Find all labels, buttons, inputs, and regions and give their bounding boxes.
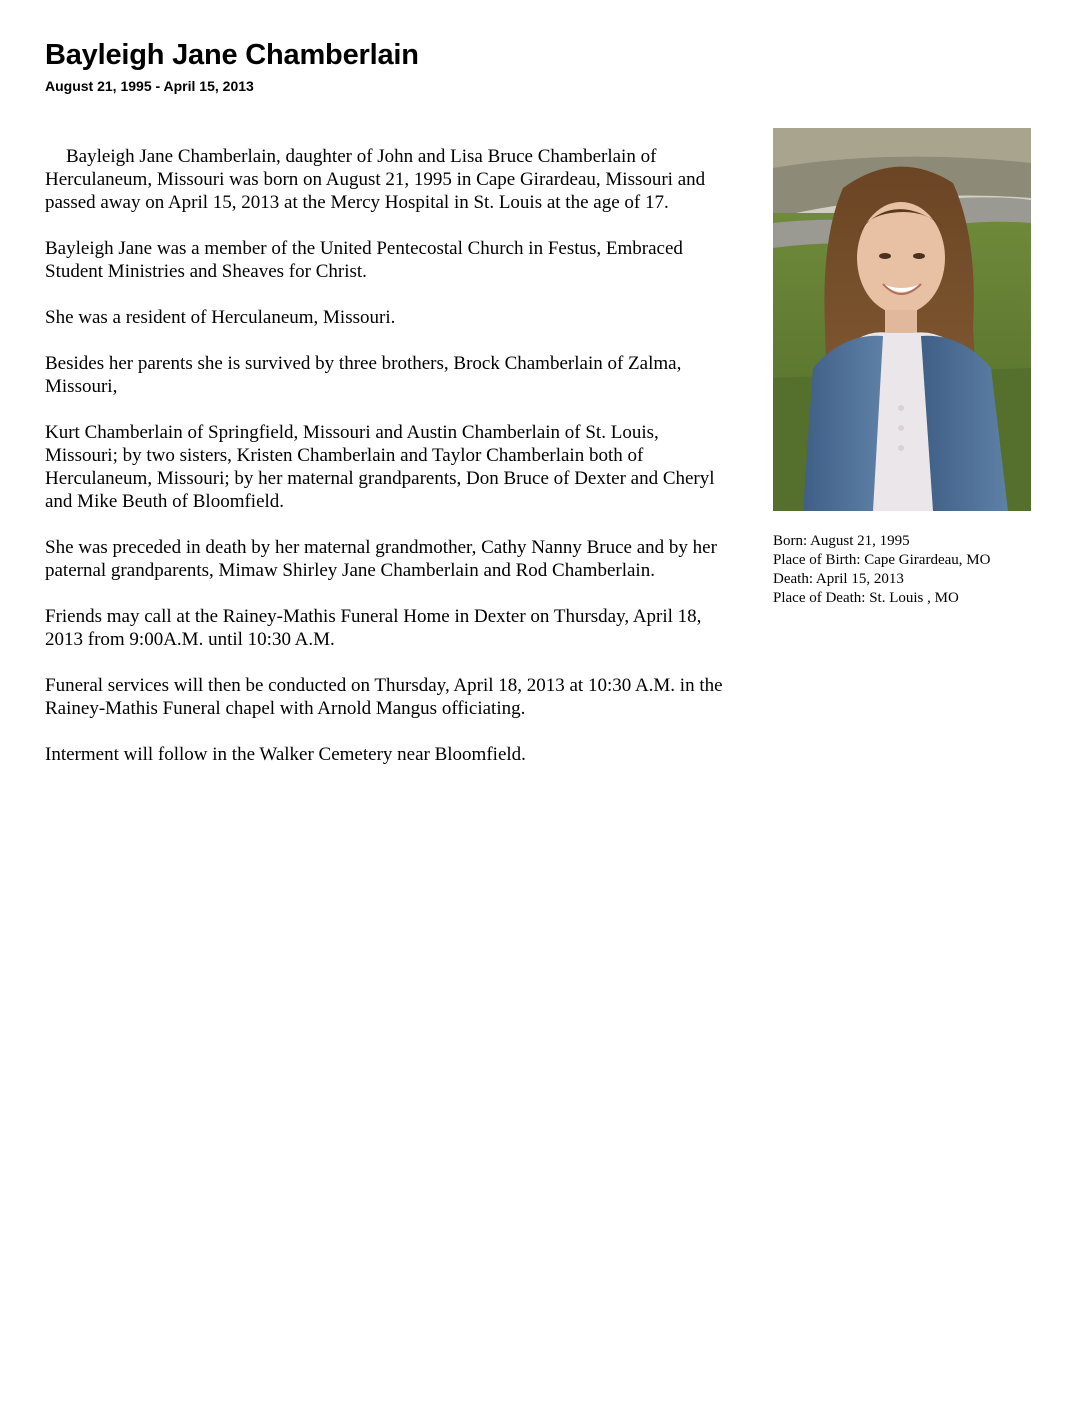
obituary-paragraph: She was preceded in death by her maternal grandmother, Cathy Nanny Bruce and by her paternal grandparents, Mimaw Shirley Jane Chamberlain and Rod Chamberlain.: [45, 537, 717, 581]
obituary-paragraph: Kurt Chamberlain of Springfield, Missouri and Austin Chamberlain of St. Louis, Missouri; by two sisters, Kristen Chamberlain and Taylor Chamberlain both of Herculaneum, Missouri; by her maternal grandparents, Don Bruce of Dexter and Cheryl and Mike Beuth of Bloomfield.: [45, 422, 715, 512]
obituary-paragraph: She was a resident of Herculaneum, Missouri.: [45, 307, 396, 328]
obituary-paragraph: Bayleigh Jane was a member of the United Pentecostal Church in Festus, Embraced Student Ministries and Sheaves for Christ.: [45, 238, 683, 282]
obituary-paragraph: Funeral services will then be conducted on Thursday, April 18, 2013 at 10:30 A.M. in the Rainey-Mathis Funeral chapel with Arnold Mangus officiating.: [45, 675, 723, 719]
page-title: Bayleigh Jane Chamberlain: [45, 39, 419, 71]
obituary-paragraph: Interment will follow in the Walker Cemetery near Bloomfield.: [45, 744, 526, 765]
born-fact: Born: August 21, 1995: [773, 533, 910, 549]
portrait-photo: [773, 128, 1031, 511]
obituary-paragraph: Friends may call at the Rainey-Mathis Funeral Home in Dexter on Thursday, April 18, 2013 from 9:00A.M. until 10:30 A.M.: [45, 606, 702, 650]
vital-facts: [773, 532, 1073, 608]
death-fact: Death: April 15, 2013: [773, 571, 904, 587]
place-of-birth-fact: Place of Birth: Cape Girardeau, MO: [773, 552, 991, 568]
place-of-death-fact: Place of Death: St. Louis , MO: [773, 590, 959, 606]
life-dates: August 21, 1995 - April 15, 2013: [45, 78, 254, 94]
obituary-text: [45, 145, 735, 789]
obituary-paragraph: Bayleigh Jane Chamberlain, daughter of John and Lisa Bruce Chamberlain of Herculaneum, Missouri was born on August 21, 1995 in Cape Girardeau, Missouri and passed away on April 15, 2013 at the Mercy Hospital in St. Louis at the age of 17.: [45, 146, 706, 213]
obituary-paragraph: Besides her parents she is survived by three brothers, Brock Chamberlain of Zalma, Missouri,: [45, 353, 682, 397]
